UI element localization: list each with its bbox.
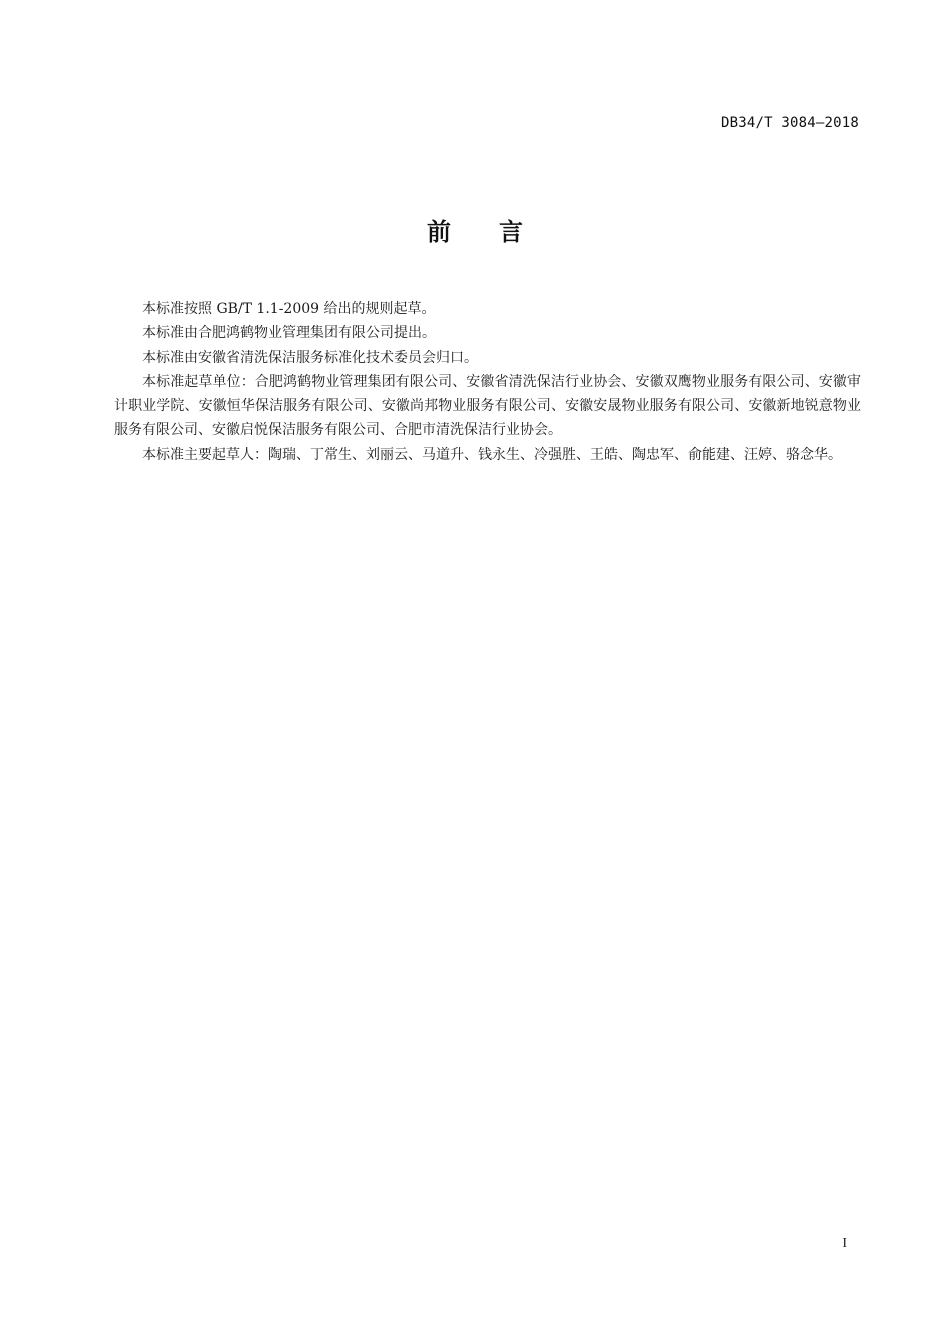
- foreword-body: [114, 297, 861, 467]
- title-char-1: 前: [427, 218, 451, 246]
- standard-code: DB34/T 3084—2018: [720, 115, 859, 131]
- paragraph-drafting-rules: 本标准按照 GB/T 1.1-2009 给出的规则起草。: [142, 301, 436, 317]
- title-char-2: 言: [499, 218, 523, 246]
- section-title: [0, 212, 950, 247]
- paragraph-drafters: 本标准主要起草人：陶瑞、丁常生、刘丽云、马道升、钱永生、冷强胜、王皓、陶忠军、俞能建、汪婷、骆念华。: [142, 446, 842, 463]
- paragraph-drafting-units: 本标准起草单位：合肥鸿鹤物业管理集团有限公司、安徽省清洗保洁行业协会、安徽双鹰物业服务有限公司、安徽审计职业学院、安徽恒华保洁服务有限公司、安徽尚邦物业服务有限公司、安徽安晟物业服务有限公司、安徽新地锐意物业服务有限公司、安徽启悦保洁服务有限公司、合肥市清洗保洁行业协会。: [114, 373, 861, 439]
- page-number: I: [842, 1236, 847, 1251]
- paragraph-responsible-committee: 本标准由安徽省清洗保洁服务标准化技术委员会归口。: [142, 349, 478, 366]
- paragraph-proposer: 本标准由合肥鸿鹤物业管理集团有限公司提出。: [142, 325, 436, 342]
